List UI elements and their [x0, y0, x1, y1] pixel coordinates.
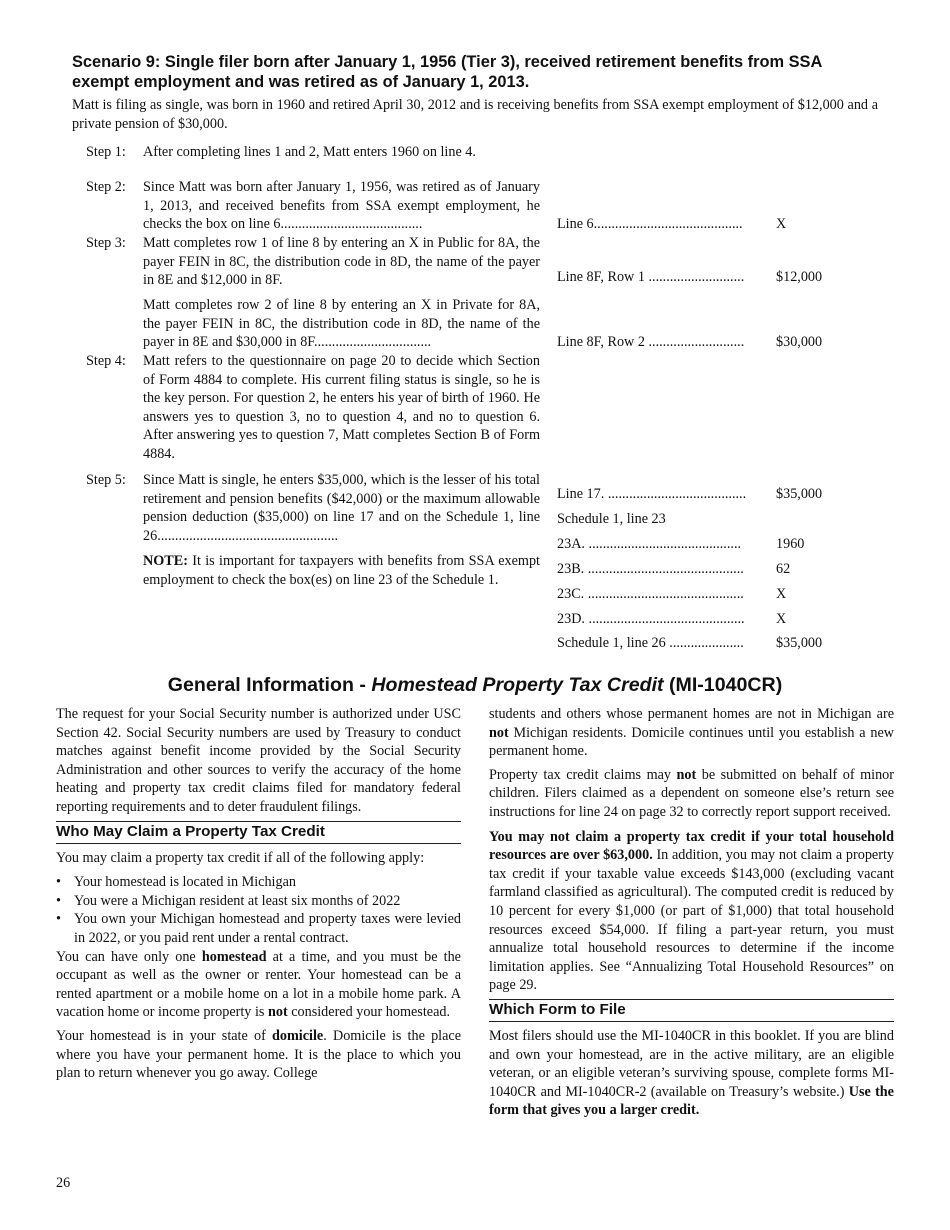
text-run: Property tax credit claims may	[489, 766, 677, 783]
text-run: Most filers should use the MI-1040CR in this booklet. If you are blind and own your homestead, are in the active military, are an eligible veteran, or an eligible veteran’s surviving spouse, complete forms MI-1040CR and MI-1040CR-2 (available on Treasury’s website.)	[489, 1027, 894, 1100]
text-run: . Domicile is the place where you have your permanent home. It is the place to which you plan to return whenever you go away. College	[56, 1027, 461, 1082]
text-run: You can have only one	[56, 948, 202, 965]
step-1-text: After completing lines 1 and 2, Matt enters 1960 on line 4.	[143, 144, 476, 160]
section-title	[0, 673, 950, 697]
resources-limit-paragraph	[489, 828, 894, 995]
ssn-paragraph: The request for your Social Security number is authorized under USC Section 42. Social Security numbers are used by Treasury to conduct matches against benefit income provided by the Social Security Administration and other sources to verify the accuracy of the home heating and property tax credit claims filed for mandatory federal reporting requirements and to deter fraudulent filings.	[56, 706, 461, 815]
text-run-bold: Use the form that gives you a larger credit.	[489, 1083, 894, 1119]
text-run: be submitted on behalf of minor children. Filers claimed as a dependent on someone else’s return see instructions for line 24 on page 32 to correctly report support received.	[489, 766, 894, 820]
minor-children-paragraph	[489, 766, 894, 822]
list-item: • Your homestead is located in Michigan	[56, 873, 461, 892]
section-title-prefix: General Information -	[167, 674, 372, 696]
step-4-text: Matt refers to the questionnaire on page 20 to decide which Section of Form 4884 to complete. His current filing status is single, so he is the key person. For question 2, he enters his year of birth of 1960. He answers yes to question 3, no to question 4, and no to question 6. After answering yes to question 7, Matt completes Section B of Form 4884.	[143, 353, 540, 462]
text-run-bold: domicile	[271, 1027, 324, 1044]
text-run: at a time, and you must be the occupant as well as the owner or renter. Your homestead can be a rented apartment or a mobile home on a lot in a mobile home park. A vacation home or income property is	[56, 948, 461, 1021]
note-text: It is important for taxpayers with benefits from SSA exempt employment to check the box(es) on line 23 of the Schedule 1.	[143, 553, 540, 588]
step-2-label: Step 2:	[86, 179, 126, 195]
entry-label: Line 8F, Row 1 ...........................	[557, 269, 745, 285]
left-column	[56, 705, 461, 1083]
text-run-bold: homestead	[201, 948, 267, 965]
text-run: Michigan residents. Domicile continues until you establish a new permanent home.	[489, 724, 894, 760]
who-may-claim-heading: Who May Claim a Property Tax Credit	[56, 821, 461, 844]
step-3-text: Matt completes row 1 of line 8 by entering an X in Public for 8A, the payer FEIN in 8C, the distribution code in 8D, the name of the payer in 8E and $12,000 in 8F.	[143, 235, 540, 289]
entry-value: $35,000	[776, 635, 823, 651]
step-1-label: Step 1:	[86, 144, 126, 160]
text-run: Your homestead is in your state of	[56, 1027, 272, 1044]
entry-label: 23A. ...........................................	[557, 536, 742, 552]
entry-label: Line 8F, Row 2 ...........................	[557, 334, 745, 350]
step-4-label: Step 4:	[86, 353, 126, 369]
entry-label: 23D. ............................................	[557, 611, 745, 627]
right-column	[489, 705, 894, 1120]
text-run: considered your homestead.	[287, 1004, 451, 1021]
entry-value: 62	[776, 561, 791, 577]
entry-value: 1960	[776, 536, 805, 552]
text-run-bold: You may not claim a property tax credit if your total household resources are over $63,000.	[489, 828, 894, 864]
text-run: students and others whose permanent homes are not in Michigan are	[489, 706, 894, 722]
scenario-intro: Matt is filing as single, was born in 1960 and retired April 30, 2012 and is receiving benefits from SSA exempt employment of $12,000 and a private pension of $30,000.	[72, 97, 878, 132]
text-run-bold: not	[676, 766, 697, 783]
entry-value: X	[776, 586, 787, 602]
section-title-suffix: (MI-1040CR)	[663, 674, 783, 696]
entry-value: $12,000	[776, 269, 823, 285]
text-run-bold: not	[267, 1004, 288, 1021]
step-3-text-row2: Matt completes row 2 of line 8 by entering an X in Private for 8A, the payer FEIN in 8C, the distribution code in 8D, the name of the payer in 8E and $30,000 in 8F.................................	[143, 297, 540, 351]
which-form-paragraph	[489, 1027, 894, 1120]
step-3-label: Step 3:	[86, 235, 126, 251]
text-run: In addition, you may not claim a property tax credit if your taxable value exceeds $143,000 (excluding vacant farmland classified as agricultural). The computed credit is reduced by 10 percent for every $1,000 (or part of $1,000) that total household resources exceed $54,000. If filing a part-year return, you must annualize total household resources to determine if the income limitation applies. See “Annualizing Total Household Resources” on page 29.	[489, 847, 894, 994]
page-number: 26	[56, 1175, 71, 1191]
entry-label: Schedule 1, line 26 .....................	[557, 635, 744, 651]
domicile-paragraph	[56, 1027, 461, 1083]
list-item: • You were a Michigan resident at least six months of 2022	[56, 892, 461, 911]
step-5-label: Step 5:	[86, 472, 126, 488]
entry-label: Line 6..........................................	[557, 216, 743, 232]
scenario-title: Scenario 9: Single filer born after January 1, 1956 (Tier 3), received retirement benefits from SSA exempt employment and was retired as of January 1, 2013.	[72, 53, 822, 91]
section-title-italic: Homestead Property Tax Credit	[371, 674, 664, 696]
list-item: • You own your Michigan homestead and property taxes were levied in 2022, or you paid rent under a rental contract.	[56, 910, 461, 947]
eligibility-list	[56, 873, 461, 947]
step-5-text: Since Matt is single, he enters $35,000, which is the lesser of his total retirement and pension benefits ($42,000) or the maximum allowable pension deduction ($35,000) on line 17 and on the Schedule 1, line 26...................................................	[143, 472, 540, 544]
entry-label: 23C. ............................................	[557, 586, 744, 602]
eligibility-intro: You may claim a property tax credit if all of the following apply:	[56, 849, 425, 866]
entry-value: X	[776, 216, 787, 232]
text-run-bold: not	[489, 724, 509, 741]
entry-label: Line 17. .......................................	[557, 486, 747, 502]
entry-value: $30,000	[776, 334, 823, 350]
which-form-heading: Which Form to File	[489, 999, 894, 1022]
entry-label: Schedule 1, line 23	[557, 511, 666, 527]
step-5-note	[143, 552, 540, 589]
residency-paragraph	[489, 705, 894, 761]
homestead-paragraph	[56, 948, 461, 1022]
step-2-text: Since Matt was born after January 1, 1956, was retired as of January 1, 2013, and received benefits from SSA exempt employment, he checks the box on line 6........................................	[143, 179, 540, 233]
note-label: NOTE:	[143, 553, 188, 569]
entry-value: X	[776, 611, 787, 627]
entry-label: 23B. ............................................	[557, 561, 744, 577]
entry-value: $35,000	[776, 486, 823, 502]
